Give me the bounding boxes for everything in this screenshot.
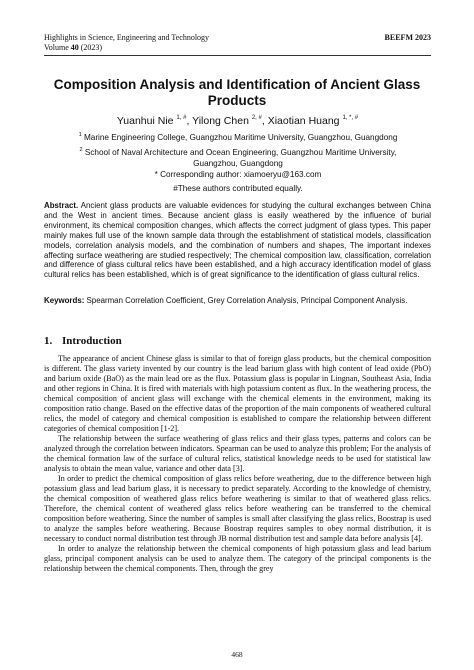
keywords bbox=[44, 296, 431, 306]
author-separator: , bbox=[261, 115, 268, 127]
author-name: Yuanhui Nie bbox=[116, 115, 174, 127]
volume-line bbox=[44, 43, 102, 53]
corresponding-author: * Corresponding author: xiamoeryu@163.com bbox=[154, 170, 322, 179]
affiliation-1 bbox=[60, 130, 416, 144]
author-marks: 1, *, # bbox=[342, 115, 359, 121]
paragraph: In order to analyze the relationship between the chemical components of high potassium glass and lead barium glass, principal component analysis can be used to analyze them. The category of the principal components is the relationship between the chemical components. Then, through the grey bbox=[44, 544, 431, 573]
volume-number: 40 bbox=[70, 43, 79, 52]
affiliation-2 bbox=[60, 145, 416, 169]
abstract-label: Abstract. bbox=[44, 201, 79, 210]
paragraph: The relationship between the surface weathering of glass relics and their glass types, patterns and colors can be analyzed through the correlation between indicators. Spearman can be used to analyze this problem; For the analysis of the chemical formation law of the surface of cultural relics, statistical knowledge needs to be used for statistical law analysis to obtain the mean value, variance and other data [3]. bbox=[44, 434, 431, 473]
header-rule bbox=[44, 55, 431, 56]
author-marks: 2, # bbox=[251, 115, 262, 121]
author-name: Yilong Chen bbox=[192, 115, 249, 127]
keywords-text: Spearman Correlation Coefficient, Grey Correlation Analysis, Principal Component Analysis. bbox=[86, 296, 408, 305]
section-title: Introduction bbox=[62, 335, 122, 347]
affiliation-text: School of Naval Architecture and Ocean Engineering, Guangzhou Maritime University, Guangzhou, Guangdong bbox=[84, 148, 397, 168]
journal-name: Highlights in Science, Engineering and Technology bbox=[44, 33, 210, 42]
abstract bbox=[44, 201, 431, 280]
paper-title: Composition Analysis and Identification of Ancient Glass Products bbox=[53, 77, 421, 108]
affiliation-text: Marine Engineering College, Guangzhou Maritime University, Guangzhou, Guangdong bbox=[83, 133, 398, 142]
author-separator: , bbox=[186, 115, 193, 127]
section-number: 1. bbox=[44, 335, 53, 347]
volume-label: Volume bbox=[44, 43, 69, 52]
keywords-label: Keywords: bbox=[44, 296, 85, 305]
volume-year: (2023) bbox=[80, 43, 103, 52]
paragraph: The appearance of ancient Chinese glass is similar to that of foreign glass products, but the chemical composition is different. The glass variety invented by our country is the lead barium glass with high content of lead oxide (PbO) and barium oxide (BaO) as the main lead ore as the flux. Potassium glass is popular in Lingnan, Southeast Asia, India and other regions in China. It is fired with materials with high potassium content as flux. In the weathering process, the chemical composition of ancient glass will exchange with the chemical elements in the environment, making its composition ratio change. Based on the effective datas of the proportion of the main components of weathered cultural relics, the model of category and chemical composition is established to compare the relationship between different categories of chemical composition [1-2]. bbox=[44, 354, 431, 433]
author-marks: 1, # bbox=[176, 115, 187, 121]
body-text bbox=[44, 354, 431, 574]
author-2 bbox=[192, 115, 268, 127]
conference-name: BEEFM 2023 bbox=[384, 33, 431, 42]
author-name: Xiaotian Huang bbox=[267, 115, 340, 127]
section-heading bbox=[44, 335, 122, 348]
author-list bbox=[44, 112, 431, 128]
equal-contribution-note: #These authors contributed equally. bbox=[173, 184, 303, 193]
page-number: 468 bbox=[231, 650, 243, 659]
author-3 bbox=[268, 115, 358, 127]
author-1 bbox=[117, 115, 192, 127]
paragraph: In order to predict the chemical composition of glass relics before weathering, due to the difference between high potassium glass and lead barium glass, it is necessary to predict separately. According to the knowledge of chemistry, the chemical composition of weathered glass relics before weathering is similar to that of weathered glass relics. Therefore, the chemical content of weathered glass relics before weathering can be transferred to the chemical composition before weathering. Since the number of samples is small after classifying the glass relics, Boostrap is used to analyze the samples before weathering. Because Boostrap requires samples to obey normal distribution, it is necessary to conduct normal distribution test through JB normal distribution test and sample data before analysis [4]. bbox=[44, 474, 431, 543]
affiliation-mark: 1 bbox=[78, 132, 82, 138]
abstract-text: Ancient glass products are valuable evidences for studying the cultural exchanges between China and the West in ancient times. Because ancient glass is easily weathered by the influence of burial environment, its chemical composition changes, which affects the correct judgment of glass types. This paper mainly makes full use of the known sample data through the establishment of statistical models, classification models, correlation analysis models, and the combination of numbers and shapes, The important indexes affecting surface weathering are studied respectively; The chemical composition law, classification, correlation and difference of glass cultural relics have been established, and a high accuracy identification model of glass cultural relics has been established, which is of great significance to the identification of glass cultural relics. bbox=[44, 201, 431, 280]
affiliation-mark: 2 bbox=[79, 147, 83, 153]
